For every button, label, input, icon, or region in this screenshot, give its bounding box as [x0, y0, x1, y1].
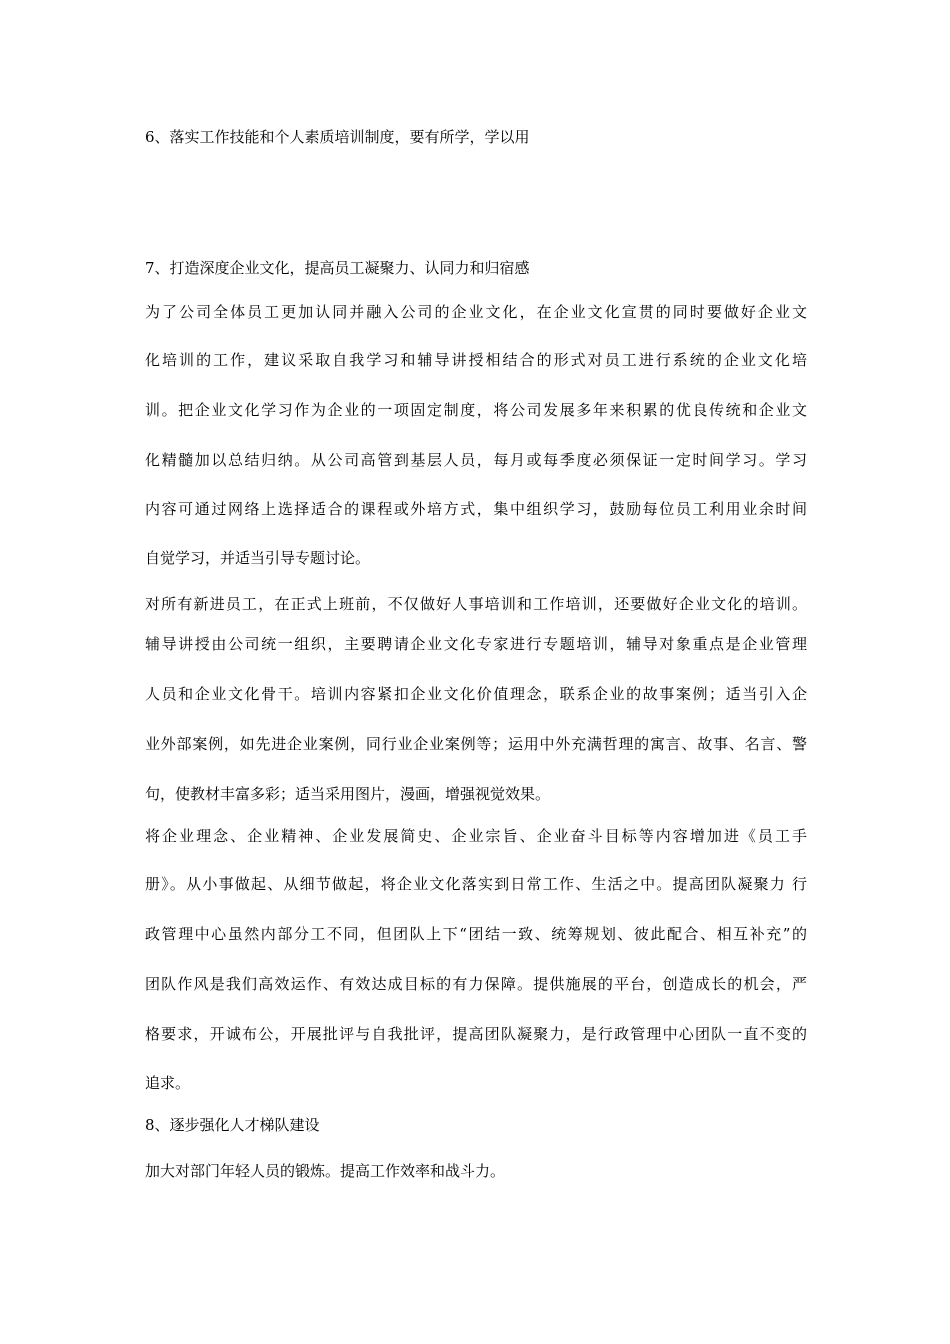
paragraph-line: 业外部案例，如先进企业案例，同行业企业案例等；运用中外充满哲理的寓言、故事、名言、警: [145, 735, 807, 753]
paragraph-line: 将企业理念、企业精神、企业发展简史、企业宗旨、企业奋斗目标等内容增加进《员工手: [145, 827, 807, 845]
paragraph-line: 册》。从小事做起、从细节做起，将企业文化落实到日常工作、生活之中。提高团队凝聚力 行: [145, 875, 807, 893]
paragraph-line: 训。把企业文化学习作为企业的一项固定制度，将公司发展多年来积累的优良传统和企业文: [145, 401, 807, 419]
paragraph-line: 对所有新进员工，在正式上班前，不仅做好人事培训和工作培训，还要做好企业文化的培训。: [145, 595, 807, 613]
paragraph-line: 为了公司全体员工更加认同并融入公司的企业文化，在企业文化宣贯的同时要做好企业文: [145, 303, 807, 321]
paragraph-line: 追求。: [145, 1074, 191, 1092]
paragraph-line: 内容可通过网络上选择适合的课程或外培方式，集中组织学习，鼓励每位员工利用业余时间: [145, 500, 807, 518]
paragraph-line: 格要求，开诚布公，开展批评与自我批评，提高团队凝聚力，是行政管理中心团队一直不变的: [145, 1025, 807, 1043]
paragraph-line: 加大对部门年轻人员的锻炼。提高工作效率和战斗力。: [145, 1162, 506, 1180]
paragraph-line: 辅导讲授由公司统一组织，主要聘请企业文化专家进行专题培训，辅导对象重点是企业管理: [145, 635, 807, 653]
paragraph-line: 化精髓加以总结归纳。从公司高管到基层人员，每月或每季度必须保证一定时间学习。学习: [145, 451, 807, 469]
heading-item-8: 8、逐步强化人才梯队建设: [145, 1116, 320, 1134]
paragraph-line: 化培训的工作，建议采取自我学习和辅导讲授相结合的形式对员工进行系统的企业文化培: [145, 351, 807, 369]
heading-item-7: 7、打造深度企业文化，提高员工凝聚力、认同力和归宿感: [145, 259, 530, 277]
paragraph-line: 自觉学习，并适当引导专题讨论。: [145, 549, 371, 567]
paragraph-line: 政管理中心虽然内部分工不同，但团队上下“团结一致、统筹规划、彼此配合、相互补充”的: [145, 925, 807, 943]
paragraph-line: 句，使教材丰富多彩；适当采用图片，漫画，增强视觉效果。: [145, 785, 551, 803]
heading-item-6: 6、落实工作技能和个人素质培训制度，要有所学，学以用: [145, 128, 530, 146]
paragraph-line: 人员和企业文化骨干。培训内容紧扣企业文化价值理念，联系企业的故事案例；适当引入企: [145, 685, 807, 703]
paragraph-line: 团队作风是我们高效运作、有效达成目标的有力保障。提供施展的平台，创造成长的机会，严: [145, 975, 807, 993]
